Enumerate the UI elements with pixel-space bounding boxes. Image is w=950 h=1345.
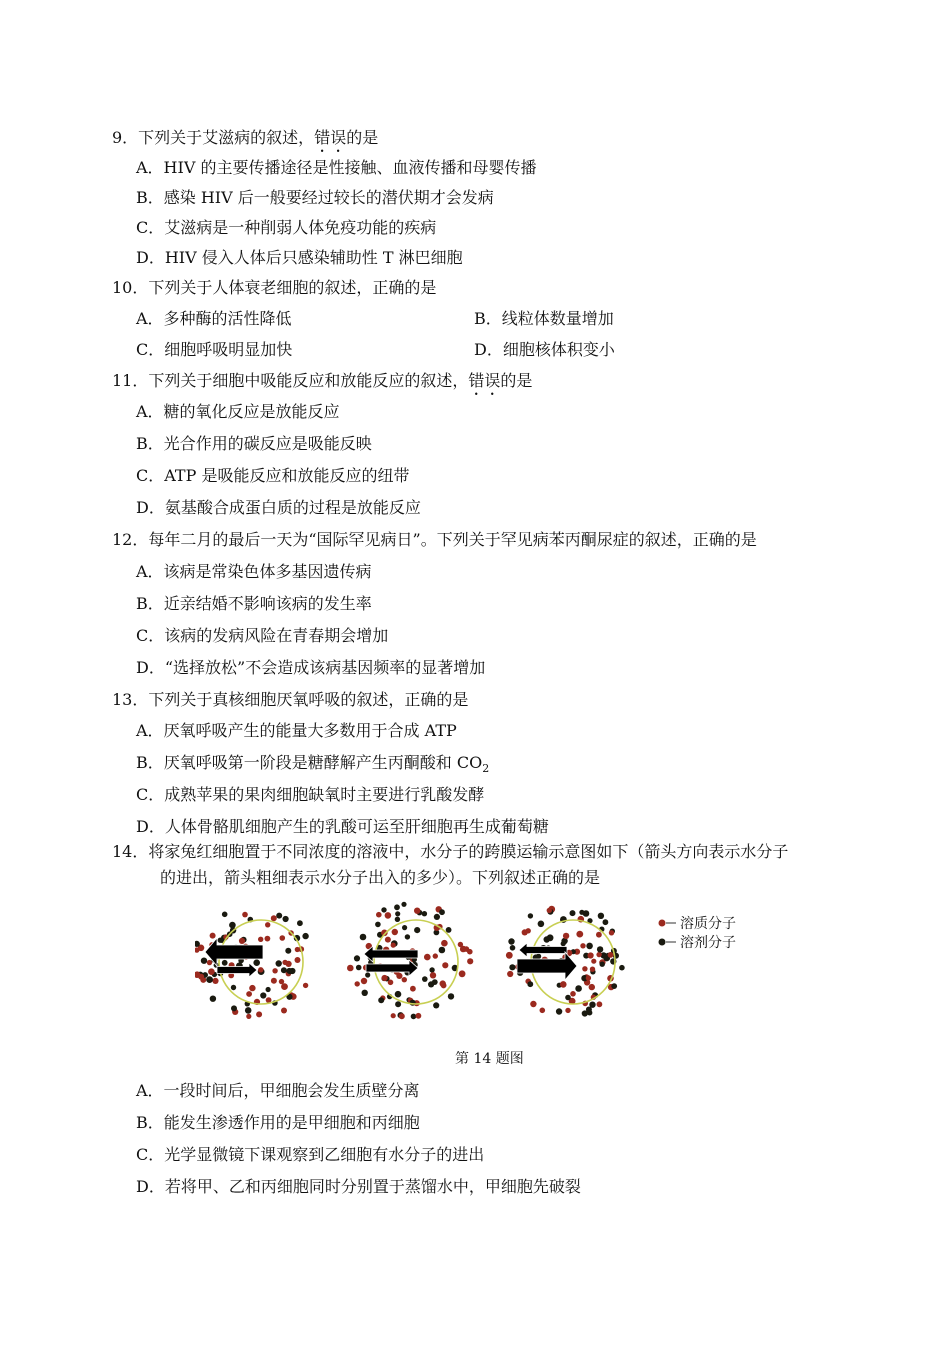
molecule-dot <box>276 960 282 966</box>
question-9-option-d: D．HIV 侵入人体后只感染辅助性 T 淋巴细胞 <box>136 248 463 267</box>
molecule-dot <box>433 1002 439 1008</box>
molecule-dot <box>424 954 431 961</box>
molecule-dot <box>440 980 446 986</box>
molecule-dot <box>597 1001 603 1007</box>
molecule-dot <box>586 943 593 950</box>
molecule-dot <box>589 984 595 990</box>
molecule-dot <box>414 927 420 933</box>
question-12-option-b: B．近亲结婚不影响该病的发生率 <box>136 594 372 613</box>
legend <box>659 915 737 951</box>
question-11-option-b: B．光合作用的碳反应是吸能反映 <box>136 434 372 453</box>
molecule-dot <box>467 949 473 955</box>
molecule-dot <box>395 911 400 916</box>
molecule-dot <box>434 914 440 920</box>
osmosis-figure <box>195 898 755 1033</box>
emphasis-mark: 错误 <box>468 371 501 390</box>
molecule-dot <box>231 985 236 990</box>
molecule-dot <box>508 938 514 944</box>
molecule-dot <box>565 995 571 1001</box>
question-12-option-c: C．该病的发病风险在青春期会增加 <box>136 626 389 645</box>
molecule-dot <box>285 948 291 954</box>
subscript: 2 <box>482 762 490 776</box>
molecule-dot <box>590 967 595 972</box>
molecule-dot <box>297 920 303 926</box>
molecule-dot <box>376 912 382 918</box>
molecule-dot <box>222 912 228 918</box>
molecule-dot <box>561 941 566 946</box>
molecule-dot <box>598 913 604 919</box>
molecule-dot <box>385 912 392 919</box>
question-13-option-a: A．厌氧呼吸产生的能量大多数用于合成 ATP <box>136 721 457 740</box>
molecule-dot <box>295 957 301 963</box>
molecule-dot <box>547 934 554 941</box>
molecule-dot <box>510 945 516 951</box>
molecule-dot <box>382 975 388 981</box>
molecule-dot <box>399 1013 405 1019</box>
molecule-dot <box>586 975 591 980</box>
question-14-stem-line2: 的进出，箭头粗细表示水分子出入的多少）。下列叙述正确的是 <box>160 868 601 887</box>
molecule-dot <box>580 943 585 948</box>
molecule-dot <box>459 970 466 977</box>
molecule-dot <box>279 979 284 984</box>
molecule-dot <box>582 966 587 971</box>
question-11-stem: 11．下列关于细胞中吸能反应和放能反应的叙述，错误的是 <box>112 371 533 390</box>
molecule-dot <box>282 960 287 965</box>
molecule-dot <box>603 919 609 925</box>
question-13-stem: 13．下列关于真核细胞厌氧呼吸的叙述，正确的是 <box>112 690 469 709</box>
molecule-dot <box>355 981 360 986</box>
molecule-dot <box>402 977 407 982</box>
molecule-dot <box>575 985 582 992</box>
molecule-dot <box>210 996 216 1002</box>
molecule-dot <box>283 916 289 922</box>
molecule-dot <box>260 992 266 998</box>
molecule-dot <box>231 1005 237 1011</box>
molecule-dot <box>570 910 576 916</box>
molecule-dot <box>591 959 596 964</box>
question-9-option-b: B．感染 HIV 后一般要经过较长的潜伏期才会发病 <box>136 188 494 207</box>
cell-bing <box>506 906 625 1017</box>
molecule-dot <box>405 934 410 939</box>
question-12-stem: 12．每年二月的最后一天为“国际罕见病日”。下列关于罕见病苯丙酮尿症的叙述，正确的是 <box>112 530 757 549</box>
molecule-dot <box>429 967 434 972</box>
molecule-dot <box>276 913 282 919</box>
cell-yi <box>347 902 473 1020</box>
molecule-dot <box>414 908 420 914</box>
molecule-dot <box>271 978 277 984</box>
legend-solute-dot <box>659 920 666 927</box>
question-11-option-c: C．ATP 是吸能反应和放能反应的纽带 <box>136 466 410 485</box>
legend-solvent-label: 溶剂分子 <box>680 935 736 951</box>
molecule-dot <box>596 952 601 957</box>
molecule-dot <box>395 917 400 922</box>
molecule-dot <box>272 968 277 973</box>
molecule-dot <box>411 1014 417 1020</box>
question-10-option-c: C．细胞呼吸明显加快 <box>136 340 293 359</box>
molecule-dot <box>265 922 270 927</box>
molecule-dot <box>402 925 407 930</box>
molecule-dot <box>208 968 215 975</box>
molecule-dot <box>256 1011 262 1017</box>
molecule-dot <box>563 933 569 939</box>
question-14-option-b: B．能发生渗透作用的是甲细胞和丙细胞 <box>136 1113 420 1132</box>
molecule-dot <box>433 953 438 958</box>
question-13-option-d: D．人体骨骼肌细胞产生的乳酸可运至肝细胞再生成葡萄糖 <box>136 817 549 836</box>
molecule-dot <box>410 1000 416 1006</box>
molecule-dot <box>448 993 454 999</box>
molecule-dot <box>582 1010 588 1016</box>
molecule-dot <box>530 1001 536 1007</box>
question-9-option-c: C．艾滋病是一种削弱人体免疫功能的疾病 <box>136 218 437 237</box>
legend-solute-label: 溶质分子 <box>680 916 736 932</box>
question-9-option-a: A．HIV 的主要传播途径是性接触、血液传播和母婴传播 <box>136 158 537 177</box>
molecule-dot <box>222 960 228 966</box>
molecule-dot <box>596 932 602 938</box>
molecule-dot <box>354 955 360 961</box>
molecule-dot <box>410 986 416 992</box>
molecule-dot <box>526 928 531 933</box>
molecule-dot <box>509 964 515 970</box>
molecule-dot <box>391 943 396 948</box>
molecule-dot <box>375 922 381 928</box>
molecule-dot <box>579 910 584 915</box>
molecule-dot <box>538 921 545 928</box>
molecule-dot <box>556 1008 562 1014</box>
molecule-dot <box>385 937 391 943</box>
molecule-dot <box>245 1007 252 1014</box>
question-10-option-a: A．多种酶的活性降低 <box>136 309 292 328</box>
molecule-dot <box>441 940 448 947</box>
molecule-dot <box>253 959 260 966</box>
question-12-option-a: A．该病是常染色体多基因遗传病 <box>136 562 372 581</box>
molecule-dot <box>540 1008 546 1014</box>
molecule-dot <box>422 976 428 982</box>
molecule-dot <box>396 973 402 979</box>
molecule-dot <box>528 913 533 918</box>
molecule-dot <box>302 933 308 939</box>
molecule-dot <box>608 952 614 958</box>
molecule-dot <box>201 958 207 964</box>
osmosis-diagram <box>195 898 755 1033</box>
molecule-dot <box>258 967 263 972</box>
molecule-dot <box>365 972 370 977</box>
molecule-dot <box>281 967 287 973</box>
molecule-dot <box>507 971 513 977</box>
question-12-option-d: D．“选择放松”不会造成该病基因频率的显著增加 <box>136 658 486 677</box>
molecule-dot <box>392 929 398 935</box>
molecule-dot <box>249 985 255 991</box>
molecule-dot <box>239 938 245 944</box>
molecule-dot <box>391 1013 396 1018</box>
molecule-dot <box>560 981 567 988</box>
molecule-dot <box>611 983 617 989</box>
question-14-option-a: A．一段时间后，甲细胞会发生质壁分离 <box>136 1081 420 1100</box>
question-14-stem-line1: 14．将家兔红细胞置于不同浓度的溶液中，水分子的跨膜运输示意图如下（箭头方向表示水分子 <box>112 842 789 861</box>
molecule-dot <box>286 968 292 974</box>
molecule-dot <box>347 965 354 972</box>
question-10-stem: 10．下列关于人体衰老细胞的叙述，正确的是 <box>112 278 437 297</box>
molecule-dot <box>246 1014 251 1019</box>
molecule-dot <box>467 958 473 964</box>
question-10-option-d: D．细胞核体积变小 <box>474 340 615 359</box>
molecule-dot <box>506 952 513 959</box>
question-13-option-c: C．成熟苹果的果肉细胞缺氧时主要进行乳酸发酵 <box>136 785 485 804</box>
molecule-dot <box>381 907 386 912</box>
molecule-dot <box>439 909 445 915</box>
question-14-option-c: C．光学显微镜下课观察到乙细胞有水分子的进出 <box>136 1145 485 1164</box>
molecule-dot <box>378 997 384 1003</box>
molecule-dot <box>356 965 362 971</box>
molecule-dot <box>430 972 436 978</box>
question-14-option-d: D．若将甲、乙和丙细胞同时分别置于蒸馏水中，甲细胞先破裂 <box>136 1177 581 1196</box>
figure-caption: 第 14 题图 <box>455 1051 524 1067</box>
molecule-dot <box>271 915 277 921</box>
molecule-dot <box>439 947 446 954</box>
molecule-dot <box>265 936 271 942</box>
molecule-dot <box>206 976 213 983</box>
question-11-option-a: A．糖的氧化反应是放能反应 <box>136 402 340 421</box>
molecule-dot <box>388 980 394 986</box>
molecule-dot <box>446 927 452 933</box>
molecule-dot <box>246 991 252 997</box>
molecule-dot <box>280 935 286 941</box>
molecule-dot <box>281 1008 287 1014</box>
molecule-dot <box>588 952 594 958</box>
molecule-dot <box>458 942 463 947</box>
molecule-dot <box>395 991 402 998</box>
molecule-dot <box>360 934 367 941</box>
question-10-option-b: B．线粒体数量增加 <box>474 309 614 328</box>
molecule-dot <box>619 965 625 971</box>
cell-jia <box>195 912 309 1020</box>
molecule-dot <box>442 962 448 968</box>
molecule-dot <box>416 1013 422 1019</box>
molecule-dot <box>422 911 427 916</box>
molecule-dot <box>576 931 583 938</box>
molecule-dot <box>527 981 533 987</box>
molecule-dot <box>242 912 248 918</box>
legend-solvent-dot <box>659 939 666 946</box>
molecule-dot <box>394 904 400 910</box>
molecule-dot <box>212 978 218 984</box>
molecule-dot <box>198 974 204 980</box>
molecule-dot <box>218 938 223 943</box>
molecule-dot <box>600 962 605 967</box>
molecule-dot <box>210 933 216 939</box>
molecule-dot <box>401 902 406 907</box>
molecule-dot <box>597 946 603 952</box>
molecule-dot <box>565 1008 570 1013</box>
question-13-option-b: B．厌氧呼吸第一阶段是糖酵解产生丙酮酸和 $CO_2$ <box>136 753 490 776</box>
molecule-dot <box>266 987 271 992</box>
molecule-dot <box>258 937 263 942</box>
molecule-dot <box>428 981 434 987</box>
molecule-dot <box>609 930 614 935</box>
molecule-dot <box>303 983 308 988</box>
emphasis-mark: 错误 <box>314 128 347 147</box>
molecule-dot <box>361 978 367 984</box>
molecule-dot <box>362 990 368 996</box>
molecule-dot <box>570 991 576 997</box>
question-11-option-d: D．氨基酸合成蛋白质的过程是放能反应 <box>136 498 421 517</box>
molecule-dot <box>547 908 552 913</box>
molecule-dot <box>395 1001 401 1007</box>
question-9-stem: 9．下列关于艾滋病的叙述，错误的是 <box>112 128 379 147</box>
